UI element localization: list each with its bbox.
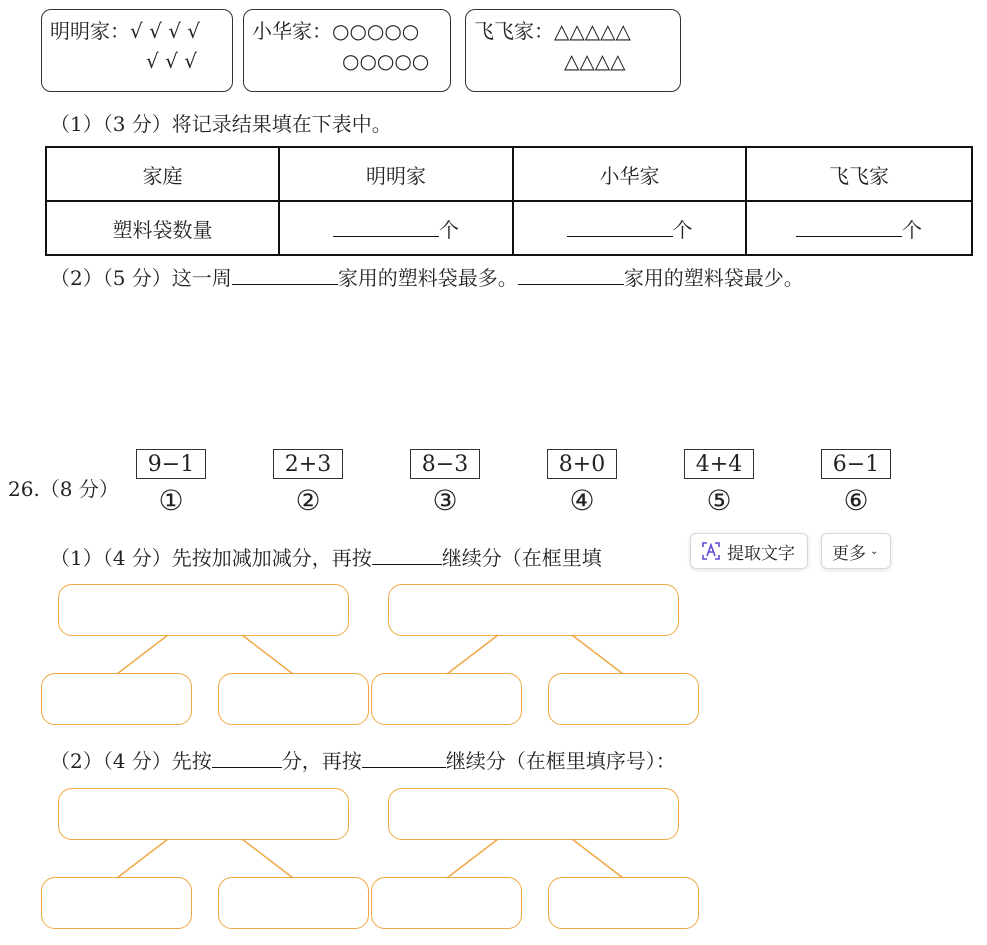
answer-box-bottom[interactable]	[41, 673, 192, 725]
circled-number: ⑤	[706, 484, 732, 517]
unit-label: 个	[902, 217, 922, 242]
circled-number: ①	[158, 484, 184, 517]
circled-number: ④	[569, 484, 595, 517]
more-label: 更多	[832, 543, 866, 564]
circled-number: ③	[432, 484, 458, 517]
chevron-down-icon: ⌄	[870, 545, 879, 557]
answer-box-bottom[interactable]	[218, 877, 369, 929]
expression-card: 9−1	[136, 449, 206, 479]
tally-label: 飞飞家：	[474, 19, 554, 43]
answer-box-bottom[interactable]	[548, 877, 699, 929]
answer-box-bottom[interactable]	[371, 877, 522, 929]
answer-blank[interactable]	[212, 749, 282, 768]
answer-box-top[interactable]	[58, 788, 349, 840]
tally-marks: △△△△△	[554, 19, 631, 43]
expression-card: 8+0	[547, 449, 617, 479]
tally-marks: △△△△	[564, 49, 626, 73]
sub2-text: 继续分（在框里填序号）：	[445, 749, 676, 773]
expression-card: 4+4	[684, 449, 754, 479]
circled-number: ⑥	[843, 484, 869, 517]
sub1-text: 继续分（在框里填	[441, 546, 602, 570]
circled-number: ②	[295, 484, 321, 517]
answer-box-bottom[interactable]	[548, 673, 699, 725]
tally-marks: √ √ √ √	[130, 19, 201, 43]
question-26-label: 26.（8 分）	[8, 477, 119, 501]
tally-marks: ○○○○○	[332, 19, 420, 43]
sub2-text: 分，再按	[281, 749, 362, 773]
table-header-cell: 飞飞家	[746, 147, 972, 201]
extract-text-label: 提取文字	[727, 543, 795, 564]
tally-marks: ○○○○○	[342, 49, 430, 73]
table-header-cell: 家庭	[46, 147, 279, 201]
row-label: 塑料袋数量	[46, 201, 279, 255]
table-header-cell: 明明家	[279, 147, 513, 201]
sub2-text: （2）（4 分）先按	[50, 749, 212, 773]
tally-marks: √ √ √	[146, 49, 197, 73]
q2-text: 家用的塑料袋最多。	[337, 266, 518, 290]
tally-label: 小华家：	[252, 19, 332, 43]
answer-box-top[interactable]	[388, 788, 679, 840]
answer-box-top[interactable]	[388, 584, 679, 636]
expression-card: 2+3	[273, 449, 343, 479]
answer-box-bottom[interactable]	[41, 877, 192, 929]
answer-box-bottom[interactable]	[371, 673, 522, 725]
q2-text: （2）（5 分）这一周	[50, 266, 232, 290]
answer-box-top[interactable]	[58, 584, 349, 636]
question-1: （1）（3 分）将记录结果填在下表中。	[50, 112, 392, 136]
question-26-sub2	[50, 745, 676, 774]
answer-blank[interactable]	[362, 749, 446, 768]
sub1-text: （1）（4 分）先按加减加减分，再按	[50, 546, 372, 570]
tally-label: 明明家：	[50, 19, 130, 43]
unit-label: 个	[439, 217, 459, 242]
answer-box-bottom[interactable]	[218, 673, 369, 725]
q2-text: 家用的塑料袋最少。	[623, 266, 804, 290]
table-header-cell: 小华家	[513, 147, 746, 201]
unit-label: 个	[672, 217, 693, 242]
expression-card: 8−3	[410, 449, 480, 479]
expression-card: 6−1	[821, 449, 891, 479]
